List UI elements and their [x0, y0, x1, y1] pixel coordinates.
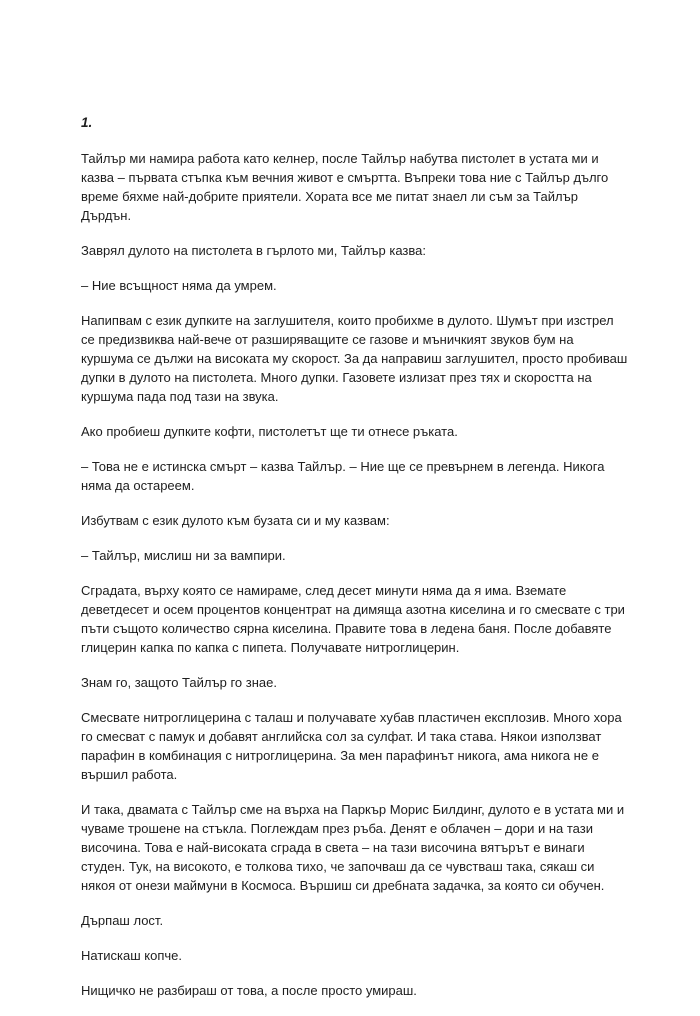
- paragraph: – Ние всъщност няма да умрем.: [81, 278, 277, 293]
- paragraph: – Тайлър, мислиш ни за вампири.: [81, 548, 286, 563]
- chapter-number: 1.: [81, 115, 93, 130]
- paragraph: Натискаш копче.: [81, 948, 183, 963]
- paragraph: Избутвам с език дулото към бузата си и му казвам:: [81, 513, 390, 528]
- paragraph: Тайлър ми намира работа като келнер, после Тайлър набутва пистолет в устата ми и казва – първата стъпка към вечния живот е смъртта. Въпреки това ние с Тайлър дълго време бяхме най-добрите приятели. Хората все ме питат знаел ли съм за Тайлър Дърдън.: [81, 151, 609, 223]
- document-body: [81, 113, 629, 1016]
- paragraph: И така, двамата с Тайлър сме на върха на Паркър Морис Билдинг, дулото е в устата ми и чуваме трошене на стъкла. Поглеждам през ръба. Денят е облачен – дори и на тази височина. Това е най-високата сграда в света – на тази височина вятърът е винаги студен. Тук, на високото, е толкова тихо, че започваш да се чувстваш така, сякаш си някоя от онези маймуни в Космоса. Вършиш си дребната задачка, за която си обучен.: [81, 802, 625, 893]
- paragraph: Ако пробиеш дупките кофти, пистолетът ще ти отнесе ръката.: [81, 424, 458, 439]
- paragraph: Знам го, защото Тайлър го знае.: [81, 675, 277, 690]
- paragraph: Смесвате нитроглицерина с талаш и получавате хубав пластичен експлозив. Много хора го смесват с памук и добавят английска сол за сулфат. И така става. Някои използват парафин в комбинация с нитроглицерина. За мен парафинът никога, ама никога не е вършил работа.: [81, 710, 622, 782]
- paragraph: Нищичко не разбираш от това, а после просто умираш.: [81, 983, 417, 998]
- paragraph: Сградата, върху която се намираме, след десет минути няма да я има. Вземате деветдесет и осем процентов концентрат на димяща азотна киселина и го смесвате с три пъти същото количество сярна киселина. Правите това в ледена баня. После добавяте глицерин капка по капка с пипета. Получавате нитроглицерин.: [81, 583, 625, 655]
- paragraph: – Това не е истинска смърт – казва Тайлър. – Ние ще се превърнем в легенда. Никога няма да остареем.: [81, 459, 605, 493]
- paragraph: Дърпаш лост.: [81, 913, 164, 928]
- paragraph: Заврял дулото на пистолета в гърлото ми, Тайлър казва:: [81, 243, 426, 258]
- paragraph: Напипвам с език дупките на заглушителя, които пробихме в дулото. Шумът при изстрел се предизвиква най-вече от разширяващите се газове и мъничкият звуков бум на куршума се дължи на високата му скорост. За да направиш заглушител, просто пробиваш дупки в дулото на пистолета. Много дупки. Газовете излизат през тях и скоростта на куршума пада под тази на звука.: [81, 313, 628, 404]
